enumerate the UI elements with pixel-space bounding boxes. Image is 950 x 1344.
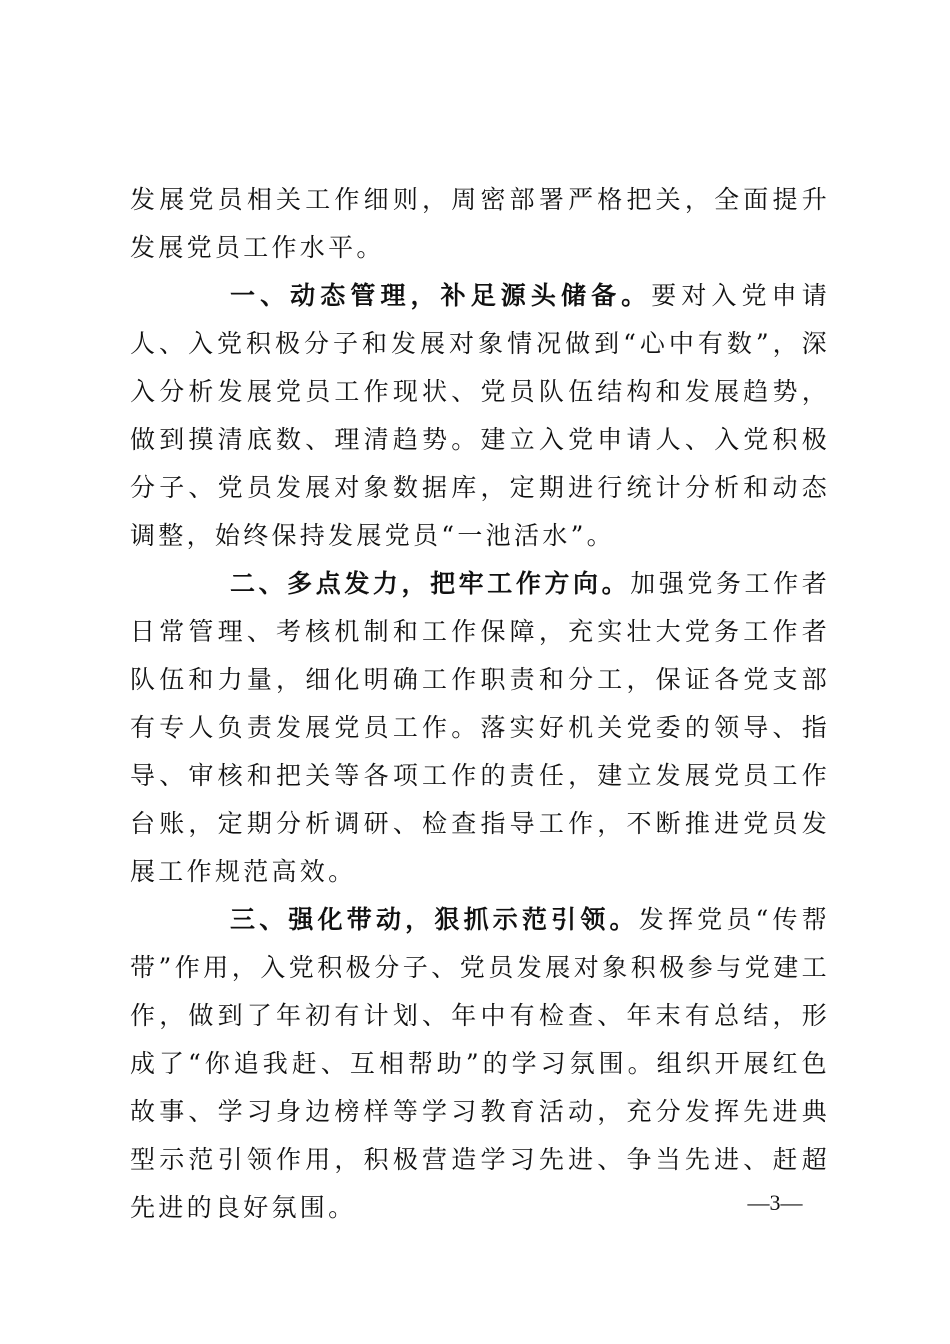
section-heading-3: 三、强化带动，狠抓示范引领。 xyxy=(230,905,639,934)
page-number: —3— xyxy=(747,1190,803,1215)
paragraph-body: 发展党员相关工作细则，周密部署严格把关，全面提升发展党员工作水平。 xyxy=(130,185,830,262)
section-paragraph-2 xyxy=(130,560,830,896)
paragraph-body: 加强党务工作者日常管理、考核机制和工作保障，充实壮大党务工作者队伍和力量，细化明确工作职责和分工，保证各党支部有专人负责发展党员工作。落实好机关党委的领导、指导、审核和把关等各项工作的责任，建立发展党员工作台账，定期分析调研、检查指导工作，不断推进党员发展工作规范高效。 xyxy=(130,569,830,886)
paragraph-body: 发挥党员“传帮带”作用，入党积极分子、党员发展对象积极参与党建工作，做到了年初有计划、年中有检查、年末有总结，形成了“你追我赶、互相帮助”的学习氛围。组织开展红色故事、学习身边榜样等学习教育活动，充分发挥先进典型示范引领作用，积极营造学习先进、争当先进、赶超先进的良好氛围。 xyxy=(130,905,831,1222)
body-text xyxy=(130,176,830,1232)
section-heading-1: 一、动态管理，补足源头储备。 xyxy=(230,281,652,310)
paragraph-body: 要对入党申请人、入党积极分子和发展对象情况做到“心中有数”，深入分析发展党员工作现状、党员队伍结构和发展趋势，做到摸清底数、理清趋势。建立入党申请人、入党积极分子、党员发展对象数据库，定期进行统计分析和动态调整，始终保持发展党员“一池活水”。 xyxy=(130,281,830,550)
continuation-paragraph xyxy=(130,176,830,272)
section-paragraph-1 xyxy=(130,272,830,560)
section-paragraph-3 xyxy=(130,896,830,1232)
section-heading-2: 二、多点发力，把牢工作方向。 xyxy=(230,569,631,598)
